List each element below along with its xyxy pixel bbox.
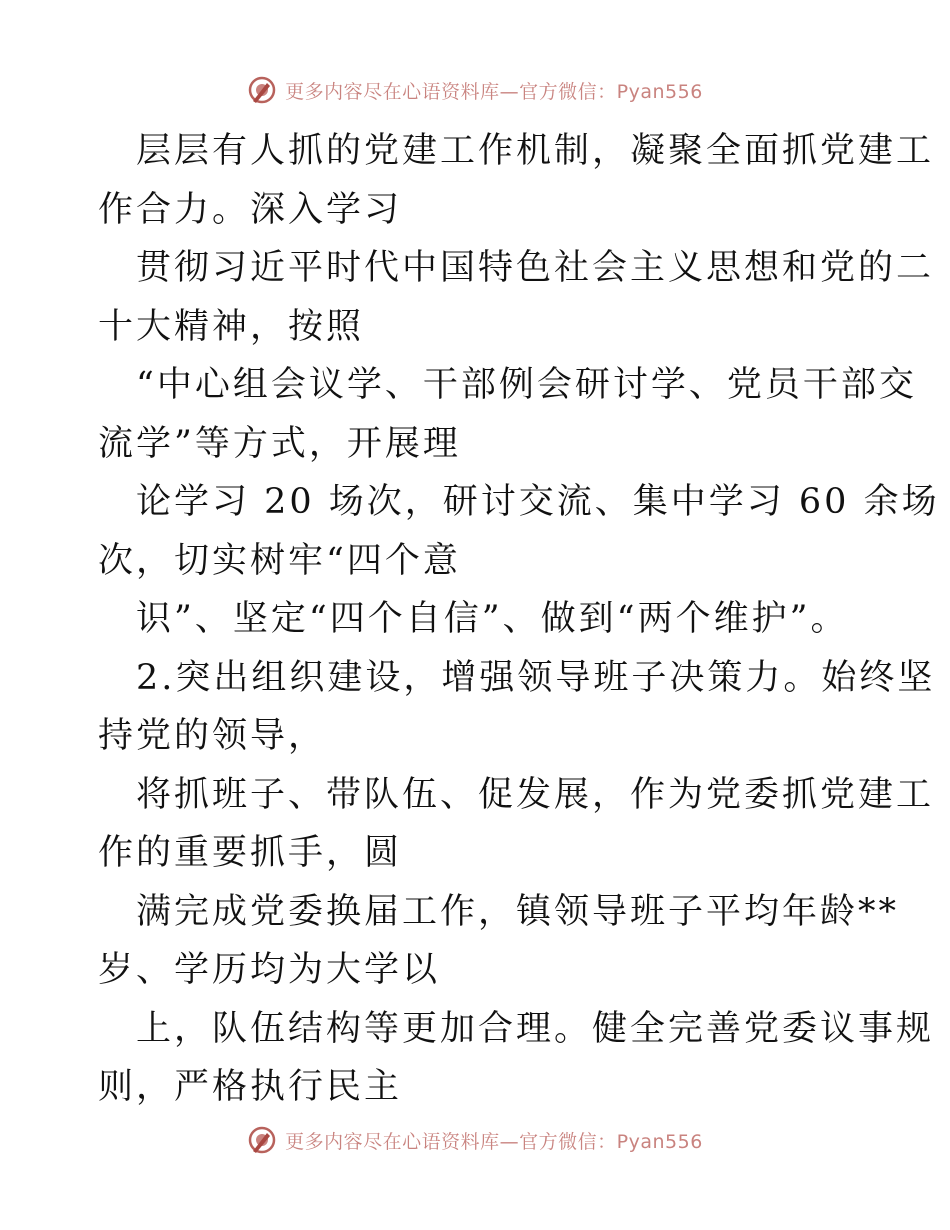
document-body (98, 122, 940, 1117)
text-line: 次，切实树牢“四个意 (98, 540, 461, 581)
header-watermark (0, 70, 950, 110)
text-line: 贯彻习近平时代中国特色社会主义思想和党的二 (136, 248, 935, 288)
text-line: 岁、学历均为大学以 (98, 950, 441, 990)
text-line: 流学”等方式，开展理 (98, 423, 461, 464)
text-line: 识”、坚定“四个自信”、做到“两个维护”。 (136, 599, 849, 639)
text-line: “中心组会议学、干部例会研讨学、党员干部交 (136, 365, 917, 405)
pen-seal-icon (247, 75, 277, 105)
text-line: 将抓班子、带队伍、促发展，作为党委抓党建工 (136, 774, 935, 815)
text-line: 层层有人抓的党建工作机制，凝聚全面抓党建工 (136, 131, 935, 171)
pen-seal-icon (247, 1125, 277, 1155)
text-line: 持党的领导， (98, 716, 327, 756)
text-line: 作的重要抓手，圆 (98, 833, 403, 873)
text-line: 论学习 20 场次，研讨交流、集中学习 60 余场 (136, 482, 940, 522)
text-line: 2.突出组织建设，增强领导班子决策力。始终坚 (136, 657, 936, 698)
text-line: 作合力。深入学习 (98, 189, 403, 230)
text-line: 上，队伍结构等更加合理。健全完善党委议事规 (136, 1008, 935, 1049)
watermark-text: 更多内容尽在心语资料库—官方微信：Pyan556 (285, 1130, 703, 1153)
footer-watermark (0, 1120, 950, 1160)
watermark-text: 更多内容尽在心语资料库—官方微信：Pyan556 (285, 80, 703, 103)
text-line: 十大精神，按照 (98, 306, 365, 347)
text-line: 满完成党委换届工作，镇领导班子平均年龄** (136, 891, 900, 932)
text-line: 则，严格执行民主 (98, 1067, 403, 1107)
